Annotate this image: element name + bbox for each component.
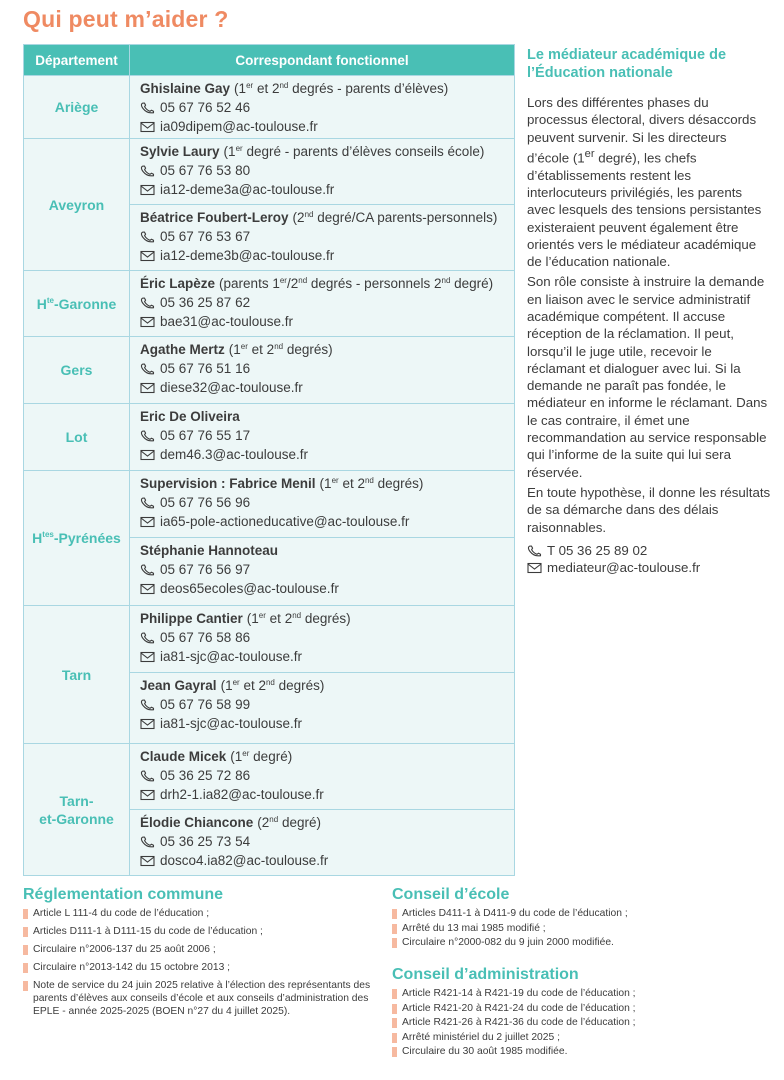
contact-name: Stéphanie Hannoteau <box>140 543 279 558</box>
contact-email <box>140 180 514 199</box>
contact-name: Eric De Oliveira <box>140 409 240 424</box>
contact-phone <box>140 426 514 445</box>
phone-number: 05 67 76 58 86 <box>160 630 251 645</box>
envelope-icon <box>140 651 156 663</box>
regulation-item: Circulaire du 30 août 1985 modifiée. <box>392 1045 732 1058</box>
correspondent-cell <box>130 673 515 744</box>
contacts-table <box>23 44 515 876</box>
contact-name: Béatrice Foubert-Leroy <box>140 210 289 225</box>
contact-email <box>140 647 514 666</box>
regulation-item: Circulaire n°2006-137 du 25 août 2006 ; <box>23 943 383 956</box>
mediator-paragraph-3: En toute hypothèse, il donne les résultats de sa démarche dans des délais raisonnables. <box>527 484 771 535</box>
contact-name: Agathe Mertz <box>140 342 225 357</box>
column-header-department: Département <box>24 45 130 76</box>
contact-name-line <box>140 142 514 161</box>
regulation-item: Circulaire n°2013-142 du 15 octobre 2013 ; <box>23 961 383 974</box>
envelope-icon <box>140 583 156 595</box>
mediator-email-address[interactable]: mediateur@ac-toulouse.fr <box>547 560 701 576</box>
phone-number: 05 67 76 56 97 <box>160 562 251 577</box>
envelope-icon <box>140 316 156 328</box>
contact-qualification: (1er et 2nd degrés) <box>228 342 333 357</box>
correspondent-cell <box>130 538 515 606</box>
mediator-email <box>527 559 772 577</box>
email-address[interactable]: diese32@ac-toulouse.fr <box>160 380 303 395</box>
contact-phone <box>140 766 514 785</box>
mediator-contact <box>527 542 772 577</box>
department-cell: Gers <box>24 337 130 404</box>
contact-card <box>130 471 514 537</box>
contact-qualification: (1er et 2nd degrés) <box>220 678 325 693</box>
contact-qualification: (1er et 2nd degrés) <box>319 476 424 491</box>
table-row <box>24 404 515 471</box>
contact-qualification: (2nd degré/CA parents-personnels) <box>292 210 498 225</box>
contact-email <box>140 714 514 733</box>
envelope-icon <box>140 718 156 730</box>
regulations-common <box>23 885 383 1023</box>
contact-email <box>140 117 514 136</box>
contact-card <box>130 404 514 470</box>
department-cell: Tarn- et-Garonne <box>24 744 130 876</box>
contact-name-line <box>140 541 514 560</box>
contact-email <box>140 512 514 531</box>
correspondent-cell <box>130 76 515 139</box>
regulation-item: Article L 111-4 du code de l’éducation ; <box>23 907 383 920</box>
phone-number: 05 67 76 56 96 <box>160 495 251 510</box>
mediator-title: Le médiateur académique de l’Éducation nationale <box>527 47 727 81</box>
contact-card <box>130 139 514 204</box>
phone-icon <box>140 497 156 509</box>
contact-qualification: (2nd degré) <box>257 815 321 830</box>
envelope-icon <box>140 184 156 196</box>
phone-icon <box>140 297 156 309</box>
phone-number: 05 36 25 73 54 <box>160 834 251 849</box>
contact-qualification: (1er degré) <box>230 749 293 764</box>
contact-phone <box>140 493 514 512</box>
contact-card <box>130 538 514 605</box>
correspondent-cell <box>130 606 515 673</box>
regulations-administration-list <box>392 987 732 1058</box>
department-cell: Ariège <box>24 76 130 139</box>
contact-name-line <box>140 407 514 426</box>
contact-name-line <box>140 474 514 493</box>
contact-name: Ghislaine Gay <box>140 81 231 96</box>
contact-name-line <box>140 676 514 695</box>
contact-qualification: (1er et 2nd degrés) <box>246 611 351 626</box>
regulations-common-title: Réglementation commune <box>23 886 224 903</box>
contact-name: Philippe Cantier <box>140 611 243 626</box>
contact-phone <box>140 560 514 579</box>
contact-name: Sylvie Laury <box>140 144 220 159</box>
contact-email <box>140 378 514 397</box>
contact-name: Élodie Chiancone <box>140 815 254 830</box>
contact-name: Supervision : Fabrice Menil <box>140 476 316 491</box>
department-cell: $H^{te}$-Garonne <box>24 271 130 337</box>
regulation-item: Arrêté ministériel du 2 juillet 2025 ; <box>392 1031 732 1044</box>
regulation-item: Article R421-20 à R421-24 du code de l’éducation ; <box>392 1002 732 1015</box>
phone-number: 05 67 76 58 99 <box>160 697 251 712</box>
phone-icon <box>140 699 156 711</box>
correspondent-cell <box>130 337 515 404</box>
column-header-correspondent: Correspondant fonctionnel <box>130 45 515 76</box>
table-row <box>24 744 515 810</box>
contact-card <box>130 810 514 875</box>
contact-name-line <box>140 274 514 293</box>
department-cell: Tarn <box>24 606 130 744</box>
contact-name-line <box>140 747 514 766</box>
regulation-item: Note de service du 24 juin 2025 relative à l’élection des représentants des parents d’élèves aux conseils d’école et aux conseils d’administration des EPLE - année 2025-2025 (BOEN n°27 du 4 juillet 2025). <box>23 979 383 1018</box>
envelope-icon <box>140 250 156 262</box>
regulations-administration-title: Conseil d’administration <box>392 966 579 983</box>
phone-icon <box>140 564 156 576</box>
contact-name-line <box>140 813 514 832</box>
email-address[interactable]: ia65-pole-actioneducative@ac-toulouse.fr <box>160 514 410 529</box>
phone-icon <box>140 363 156 375</box>
mediator-phone <box>527 542 772 560</box>
contact-email <box>140 312 514 331</box>
correspondent-cell <box>130 810 515 876</box>
mediator-paragraph-2: Son rôle consiste à instruire la demande en liaison avec le service administratif académique compétent. Il accuse réception de la réclamation. Il peut, lorsqu’il le juge utile, recevoir le réclamant et dialoguer avec lui. Si la demande ne paraît pas fondée, le médiateur en informe le réclamant. Dans le cas contraire, il émet une recommandation au service responsable qui l’informe de la suite qui lui sera réservée. <box>527 274 768 480</box>
contact-phone <box>140 359 514 378</box>
table-header-row <box>24 45 515 76</box>
contact-phone <box>140 832 514 851</box>
phone-icon <box>140 430 156 442</box>
phone-number: 05 36 25 87 62 <box>160 295 251 310</box>
phone-number: 05 67 76 53 67 <box>160 229 251 244</box>
contact-phone <box>140 227 514 246</box>
contact-card <box>130 744 514 809</box>
email-address[interactable]: ia81-sjc@ac-toulouse.fr <box>160 716 303 731</box>
contact-email <box>140 246 514 265</box>
contact-phone <box>140 695 514 714</box>
mediator-panel <box>527 46 772 577</box>
phone-icon <box>140 836 156 848</box>
phone-number: 05 67 76 52 46 <box>160 100 251 115</box>
envelope-icon <box>140 516 156 528</box>
contact-phone <box>140 161 514 180</box>
phone-icon <box>140 632 156 644</box>
regulation-item: Article R421-26 à R421-36 du code de l’éducation ; <box>392 1016 732 1029</box>
email-address[interactable]: dem46.3@ac-toulouse.fr <box>160 447 309 462</box>
email-address[interactable]: ia12-deme3a@ac-toulouse.fr <box>160 182 335 197</box>
contact-card <box>130 271 514 336</box>
contact-name-line <box>140 79 514 98</box>
contact-email <box>140 785 514 804</box>
department-cell: $H^{tes}$-Pyrénées <box>24 471 130 606</box>
regulation-item: Articles D111-1 à D111-15 du code de l’éducation ; <box>23 925 383 938</box>
table-row <box>24 271 515 337</box>
contact-name-line <box>140 208 514 227</box>
phone-number: 05 36 25 72 86 <box>160 768 251 783</box>
contact-email <box>140 445 514 464</box>
contact-email <box>140 579 514 598</box>
phone-icon <box>140 165 156 177</box>
email-address[interactable]: ia81-sjc@ac-toulouse.fr <box>160 649 303 664</box>
contact-name-line <box>140 340 514 359</box>
contact-name-line <box>140 609 514 628</box>
correspondent-cell <box>130 205 515 271</box>
email-address[interactable]: ia12-deme3b@ac-toulouse.fr <box>160 248 335 263</box>
envelope-icon <box>140 449 156 461</box>
phone-icon <box>527 545 543 557</box>
envelope-icon <box>140 789 156 801</box>
department-cell: Lot <box>24 404 130 471</box>
table-row <box>24 471 515 538</box>
contact-qualification: (1er et 2nd degrés - parents d’élèves) <box>234 81 449 96</box>
table-row <box>24 139 515 205</box>
envelope-icon <box>140 855 156 867</box>
email-address[interactable]: deos65ecoles@ac-toulouse.fr <box>160 581 339 596</box>
contact-card <box>130 205 514 270</box>
contact-qualification: (1er degré - parents d’élèves conseils école) <box>223 144 485 159</box>
phone-number: 05 67 76 55 17 <box>160 428 251 443</box>
contact-qualification: (parents 1er/2nd degrés - personnels 2nd degré) <box>219 276 494 291</box>
email-address[interactable]: ia09dipem@ac-toulouse.fr <box>160 119 318 134</box>
contact-phone <box>140 98 514 117</box>
contact-name: Jean Gayral <box>140 678 217 693</box>
email-address[interactable]: bae31@ac-toulouse.fr <box>160 314 294 329</box>
regulations-ecole-title: Conseil d’école <box>392 886 510 903</box>
phone-icon <box>140 231 156 243</box>
contact-name: Claude Micek <box>140 749 227 764</box>
regulations-administration <box>392 965 732 1060</box>
contact-phone <box>140 293 514 312</box>
department-cell: Aveyron <box>24 139 130 271</box>
contact-name: Éric Lapèze <box>140 276 216 291</box>
regulations-common-list <box>23 907 383 1018</box>
phone-icon <box>140 770 156 782</box>
contact-phone <box>140 628 514 647</box>
table-row <box>24 76 515 139</box>
regulation-item: Articles D411-1 à D411-9 du code de l’éducation ; <box>392 907 732 920</box>
phone-number: 05 67 76 51 16 <box>160 361 251 376</box>
envelope-icon <box>527 562 543 574</box>
contact-email <box>140 851 514 870</box>
envelope-icon <box>140 382 156 394</box>
correspondent-cell <box>130 139 515 205</box>
contact-card <box>130 673 514 743</box>
correspondent-cell <box>130 471 515 538</box>
contact-card <box>130 606 514 672</box>
correspondent-cell <box>130 404 515 471</box>
mediator-phone-number: T 05 36 25 89 02 <box>547 542 648 558</box>
email-address[interactable]: dosco4.ia82@ac-toulouse.fr <box>160 853 329 868</box>
table-row <box>24 606 515 673</box>
correspondent-cell <box>130 271 515 337</box>
phone-icon <box>140 102 156 114</box>
regulation-item: Article R421-14 à R421-19 du code de l’éducation ; <box>392 987 732 1000</box>
phone-number: 05 67 76 53 80 <box>160 163 251 178</box>
envelope-icon <box>140 121 156 133</box>
table-row <box>24 337 515 404</box>
correspondent-cell <box>130 744 515 810</box>
page-title: Qui peut m’aider ? <box>23 6 229 32</box>
regulation-item: Circulaire n°2000-082 du 9 juin 2000 modifiée. <box>392 936 732 949</box>
regulation-item: Arrêté du 13 mai 1985 modifié ; <box>392 922 732 935</box>
regulations-ecole-list <box>392 907 732 949</box>
contact-card <box>130 337 514 403</box>
contact-card <box>130 76 514 138</box>
regulations-ecole <box>392 885 732 951</box>
mediator-paragraph-1: Lors des différentes phases du processus électoral, divers désaccords peuvent survenir. Si les directeurs d’école (1er degré), les chefs d’établissements restent les interlocuteurs privilégiés, les parents avec lesquels des tensions persistantes existeraient peuvent également être orientés vers le médiateur académique de l’éducation nationale. <box>527 95 762 270</box>
email-address[interactable]: drh2-1.ia82@ac-toulouse.fr <box>160 787 324 802</box>
